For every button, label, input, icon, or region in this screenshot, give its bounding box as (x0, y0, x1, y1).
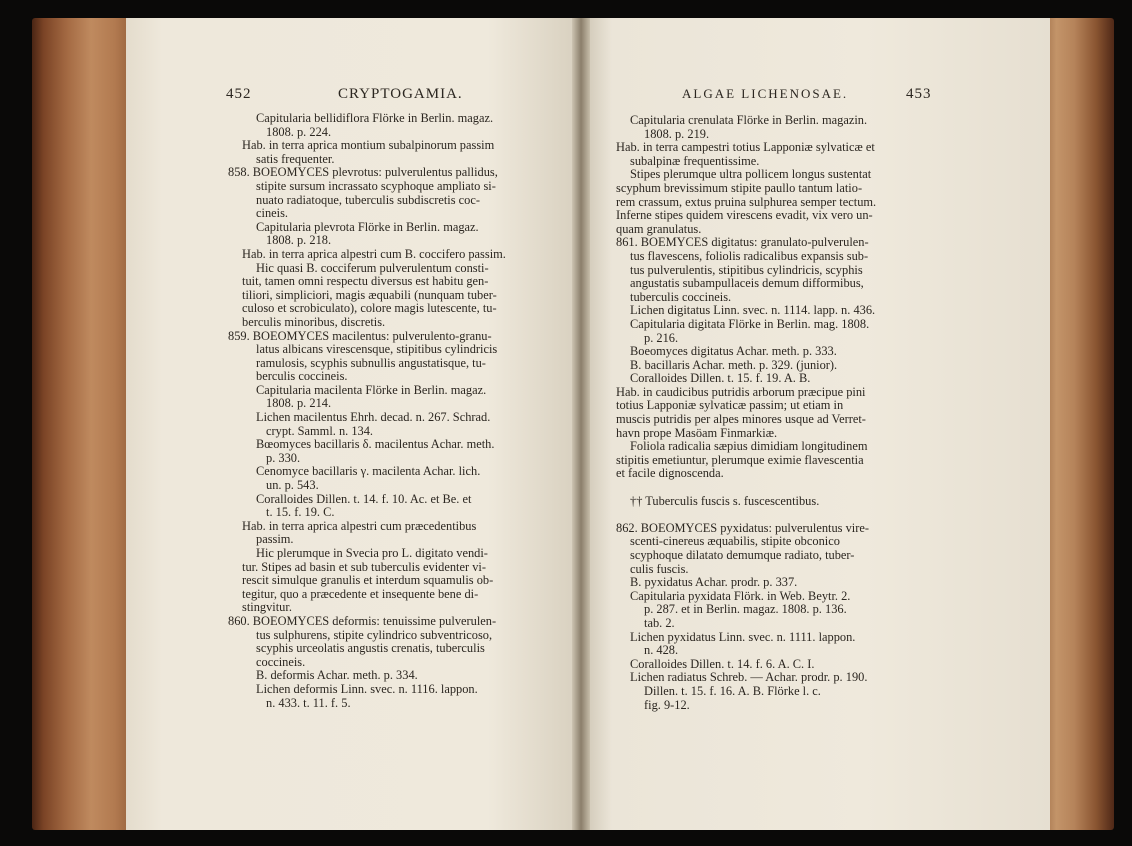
left-page-line: berculis minoribus, discretis. (242, 314, 386, 329)
right-page-line: 1808. p. 219. (644, 126, 710, 141)
left-running-title: CRYPTOGAMIA. (338, 86, 463, 102)
left-page-line: Hic quasi B. cocciferum pulverulentum consti- (256, 260, 489, 275)
left-page-line: Hab. in terra aprica alpestri cum B. coccifero passim. (242, 246, 506, 261)
right-page-line: totius Lapponiæ sylvaticæ passim; ut etiam in (616, 398, 844, 413)
right-page-line: †† Tuberculis fuscis s. fuscescentibus. (630, 493, 820, 508)
left-page-line: berculis coccineis. (256, 369, 348, 384)
right-page-line: scyphoque dilatato demumque radiato, tuber- (630, 548, 855, 562)
right-page-line: tuberculis coccineis. (630, 289, 732, 304)
left-page-line: scyphis urceolatis angustis crenatis, tuberculis (256, 641, 485, 656)
right-page-line: Capitularia digitata Flörke in Berlin. mag. 1808. (630, 316, 870, 331)
left-page-line: 1808. p. 218. (266, 233, 332, 248)
right-page-line: rem crassum, extus pruina sulphurea semper tectum. (616, 194, 877, 209)
left-page-line: tiliori, simpliciori, magis æquabili (nunquam tuber- (242, 287, 497, 302)
left-page-line: stingvitur. (242, 600, 292, 615)
right-page-line: stipitis emetiuntur, plerumque eximie flavescentia (616, 452, 864, 467)
left-page-line: Capitularia macilenta Flörke in Berlin. magaz. (256, 382, 487, 397)
left-page-line: culoso et scrobiculato), colore magis lutescente, tu- (242, 301, 497, 316)
right-page-line: B. pyxidatus Achar. prodr. p. 337. (630, 575, 798, 590)
right-page-line: n. 428. (644, 643, 679, 658)
right-running-title: ALGAE LICHENOSAE. (682, 86, 849, 101)
left-page-line: ramulosis, scyphis subnullis angustatisque, tu- (256, 355, 486, 370)
left-page-line: satis frequenter. (256, 151, 335, 166)
left-page-line: 1808. p. 224. (266, 124, 332, 139)
left-page-line: Hab. in terra aprica alpestri cum præcedentibus (242, 518, 477, 533)
right-page-line (616, 481, 966, 495)
left-page-line: t. 15. f. 19. C. (266, 505, 335, 520)
left-page-line: Coralloides Dillen. t. 14. f. 10. Ac. et Be. et (256, 491, 472, 506)
right-page-line: p. 287. et in Berlin. magaz. 1808. p. 136. (644, 602, 847, 617)
right-page-line: quam granulatus. (616, 221, 702, 236)
left-page-line: Capitularia plevrota Flörke in Berlin. magaz. (256, 219, 479, 234)
right-page-line: Capitularia crenulata Flörke in Berlin. magazin. (630, 113, 868, 127)
left-page-line: passim. (256, 532, 294, 547)
right-page-line: 862. BOEOMYCES pyxidatus: pulverulentus vire- (616, 520, 869, 535)
right-page-line: Stipes plerumque ultra pollicem longus sustentat (630, 167, 872, 182)
right-page-text (616, 114, 966, 712)
left-page-line: tuit, tamen omni respectu diversus est habitu gen- (242, 274, 489, 289)
left-page-line: B. deformis Achar. meth. p. 334. (256, 668, 418, 683)
right-page-line: tus flavescens, foliolis radicalibus expansis sub- (630, 248, 869, 263)
left-page-line: Hic plerumque in Svecia pro L. digitato vendi- (256, 546, 488, 560)
left-page-line: nuato radiatoque, tuberculis subdiscretis coc- (256, 192, 480, 207)
left-page-line: 1808. p. 214. (266, 396, 332, 411)
right-page-line: Lichen pyxidatus Linn. svec. n. 1111. lappon. (630, 629, 856, 644)
left-page-line: Capitularia bellidiflora Flörke in Berlin. magaz. (256, 111, 494, 125)
right-page-line: scenti-cinereus æquabilis, stipite obconico (630, 534, 840, 549)
left-page-line: stipite sursum incrassato scyphoque ampliato si- (256, 178, 496, 193)
left-page-line: n. 433. t. 11. f. 5. (266, 695, 351, 710)
right-page-line: Inferne stipes quidem virescens evadit, vix vero un- (616, 208, 873, 223)
right-page-line: Dillen. t. 15. f. 16. A. B. Flörke l. c. (644, 683, 821, 698)
left-page-line: Bœomyces bacillaris δ. macilentus Achar. meth. (256, 437, 495, 452)
left-page-line: 860. BOEOMYCES deformis: tenuissime pulverulen- (228, 613, 497, 628)
right-page-line: tus pulverulentis, stipitibus cylindricis, scyphis (630, 262, 863, 277)
right-page-line: Capitularia pyxidata Flörk. in Web. Beytr. 2. (630, 588, 851, 603)
left-page-line: coccineis. (256, 654, 306, 669)
left-page-line: tegitur, quo a præcedente et insequente bene di- (242, 586, 479, 601)
left-page-line: Cenomyce bacillaris γ. macilenta Achar. lich. (256, 464, 481, 479)
right-page-line: et facile dignoscenda. (616, 466, 724, 481)
right-page-line: tab. 2. (644, 615, 675, 630)
right-page-line: B. bacillaris Achar. meth. p. 329. (junior). (630, 357, 838, 372)
left-page-line: 858. BOEOMYCES plevrotus: pulverulentus pallidus, (228, 165, 498, 180)
right-page-line: Hab. in caudicibus putridis arborum præcipue pini (616, 384, 866, 399)
left-page-line: Lichen macilentus Ehrh. decad. n. 267. Schrad. (256, 410, 491, 425)
right-page-line: Lichen digitatus Linn. svec. n. 1114. lapp. n. 436. (630, 303, 876, 318)
left-page-line: tus sulphurens, stipite cylindrico subventricoso, (256, 627, 493, 642)
right-page-line: subalpinæ frequentissime. (630, 153, 760, 168)
left-page-line: rescit simulque granulis et interdum squamulis ob- (242, 573, 494, 588)
book-gutter (572, 18, 590, 830)
right-page-line: Boeomyces digitatus Achar. meth. p. 333. (630, 344, 837, 359)
right-page-line: angustatis subampullaceis demum difformibus, (630, 276, 864, 291)
left-page-line: crypt. Samml. n. 134. (266, 423, 374, 438)
right-page-line (616, 508, 966, 522)
right-page-line: Hab. in terra campestri totius Lapponiæ sylvaticæ et (616, 140, 875, 155)
right-page-line: Coralloides Dillen. t. 15. f. 19. A. B. (630, 371, 811, 386)
right-page-line: p. 216. (644, 330, 679, 345)
right-page-line: muscis putridis per alpes minores usque ad Verret- (616, 412, 866, 427)
left-page-line: p. 330. (266, 450, 301, 465)
left-page-line: Lichen deformis Linn. svec. n. 1116. lappon. (256, 681, 478, 696)
right-page-line: fig. 9-12. (644, 697, 690, 712)
left-page-line: latus albicans virescensque, stipitibus cylindricis (256, 342, 498, 357)
right-page-edges (1042, 18, 1114, 830)
right-page-line: culis fuscis. (630, 561, 689, 576)
right-page-line: havn prope Masöam Finmarkiæ. (616, 425, 778, 440)
left-page-text (228, 112, 568, 710)
right-page-line: 861. BOEMYCES digitatus: granulato-pulverulen- (616, 235, 869, 250)
left-page-number: 452 (226, 86, 252, 102)
left-page-line: Hab. in terra aprica montium subalpinorum passim (242, 138, 495, 153)
right-page-number: 453 (906, 86, 932, 102)
left-page-line: cineis. (256, 206, 288, 221)
right-page-line: Coralloides Dillen. t. 14. f. 6. A. C. I. (630, 656, 815, 671)
left-page-line: un. p. 543. (266, 478, 319, 493)
left-page-line: tur. Stipes ad basin et sub tuberculis evidenter vi- (242, 559, 486, 574)
right-page-line: Foliola radicalia sæpius dimidiam longitudinem (630, 439, 868, 454)
right-page-line: scyphum brevissimum stipite paullo tantum latio- (616, 180, 863, 195)
left-page-line: 859. BOEOMYCES macilentus: pulverulento-granu- (228, 328, 492, 343)
right-page-line: Lichen radiatus Schreb. — Achar. prodr. p. 190. (630, 670, 868, 685)
